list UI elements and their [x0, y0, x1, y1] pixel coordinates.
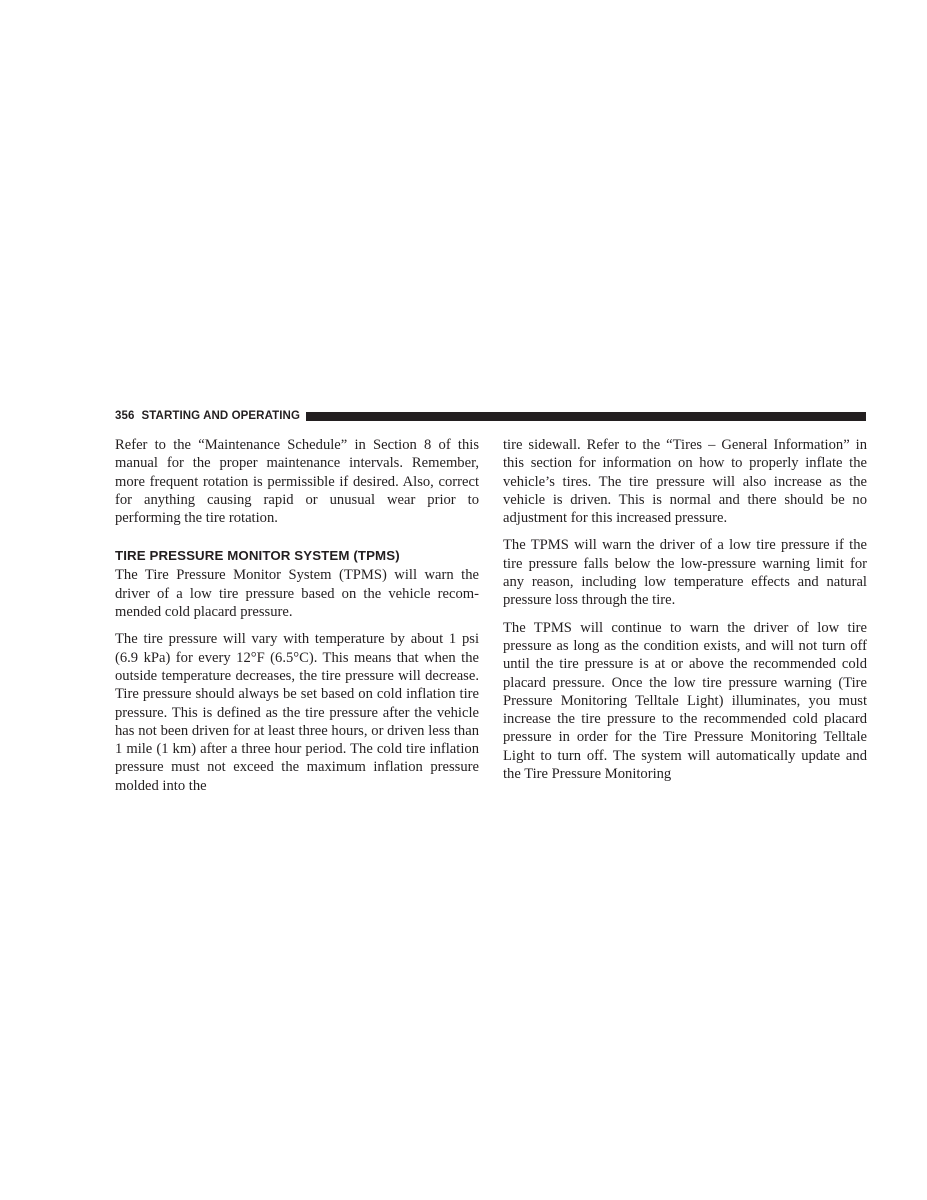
tpms-heading: TIRE PRESSURE MONITOR SYSTEM (TPMS) [115, 548, 400, 564]
right-column [503, 436, 867, 792]
section-title: STARTING AND OPERATING [141, 410, 301, 422]
temperature-paragraph: The tire pressure will vary with temperature by about 1 psi (6.9 kPa) for every 12°F (6.5°C). This means that when the outside temperature decreases, the tire pressure will decrease. Tire pressure should always be set based on cold inflation tire pressure. This is defined as the tire pressure after the vehicle has not been driven for at least three hours, or driven less than 1 mile (1 km) after a three hour period. The cold tire inflation pressure must not exceed the maximum inflation pressure molded into the [115, 631, 479, 794]
sidewall-paragraph: tire sidewall. Refer to the “Tires – General Information” in this section for information on how to properly inflate the vehicle’s tires. The tire pressure will also increase as the vehicle is driven. This is normal and there should be no adjustment for this increased pressure. [503, 437, 867, 527]
maintenance-paragraph: Refer to the “Maintenance Schedule” in Section 8 of this manual for the proper maintenance intervals. Remember, more frequent rotation is permissible if desired. Also, correct for anything causing rapid or unusual wear prior to performing the tire rotation. [115, 437, 479, 527]
page-number: 356 [115, 410, 135, 422]
tpms-intro-paragraph: The Tire Pressure Monitor System (TPMS) will warn the driver of a low tire pressure based on the vehicle recommended cold placard pressure. [115, 567, 479, 621]
header-rule [306, 412, 866, 421]
page-header [115, 409, 866, 423]
warning-paragraph: The TPMS will warn the driver of a low tire pressure if the tire pressure falls below the low-pressure warning limit for any reason, including low temperature effects and natural pressure loss through the tire. [503, 537, 867, 609]
left-column [115, 436, 479, 804]
telltale-paragraph: The TPMS will continue to warn the driver of low tire pressure as long as the condition exists, and will not turn off until the tire pressure is at or above the recommended cold placard pressure. Once the low tire pressure warning (Tire Pressure Monitoring Telltale Light) illuminates, you must increase the tire pressure to the recommended cold placard pressure in order for the Tire Pressure Monitoring Telltale Light to turn off. The system will automatically update and the Tire Pressure Monitoring [503, 619, 867, 783]
